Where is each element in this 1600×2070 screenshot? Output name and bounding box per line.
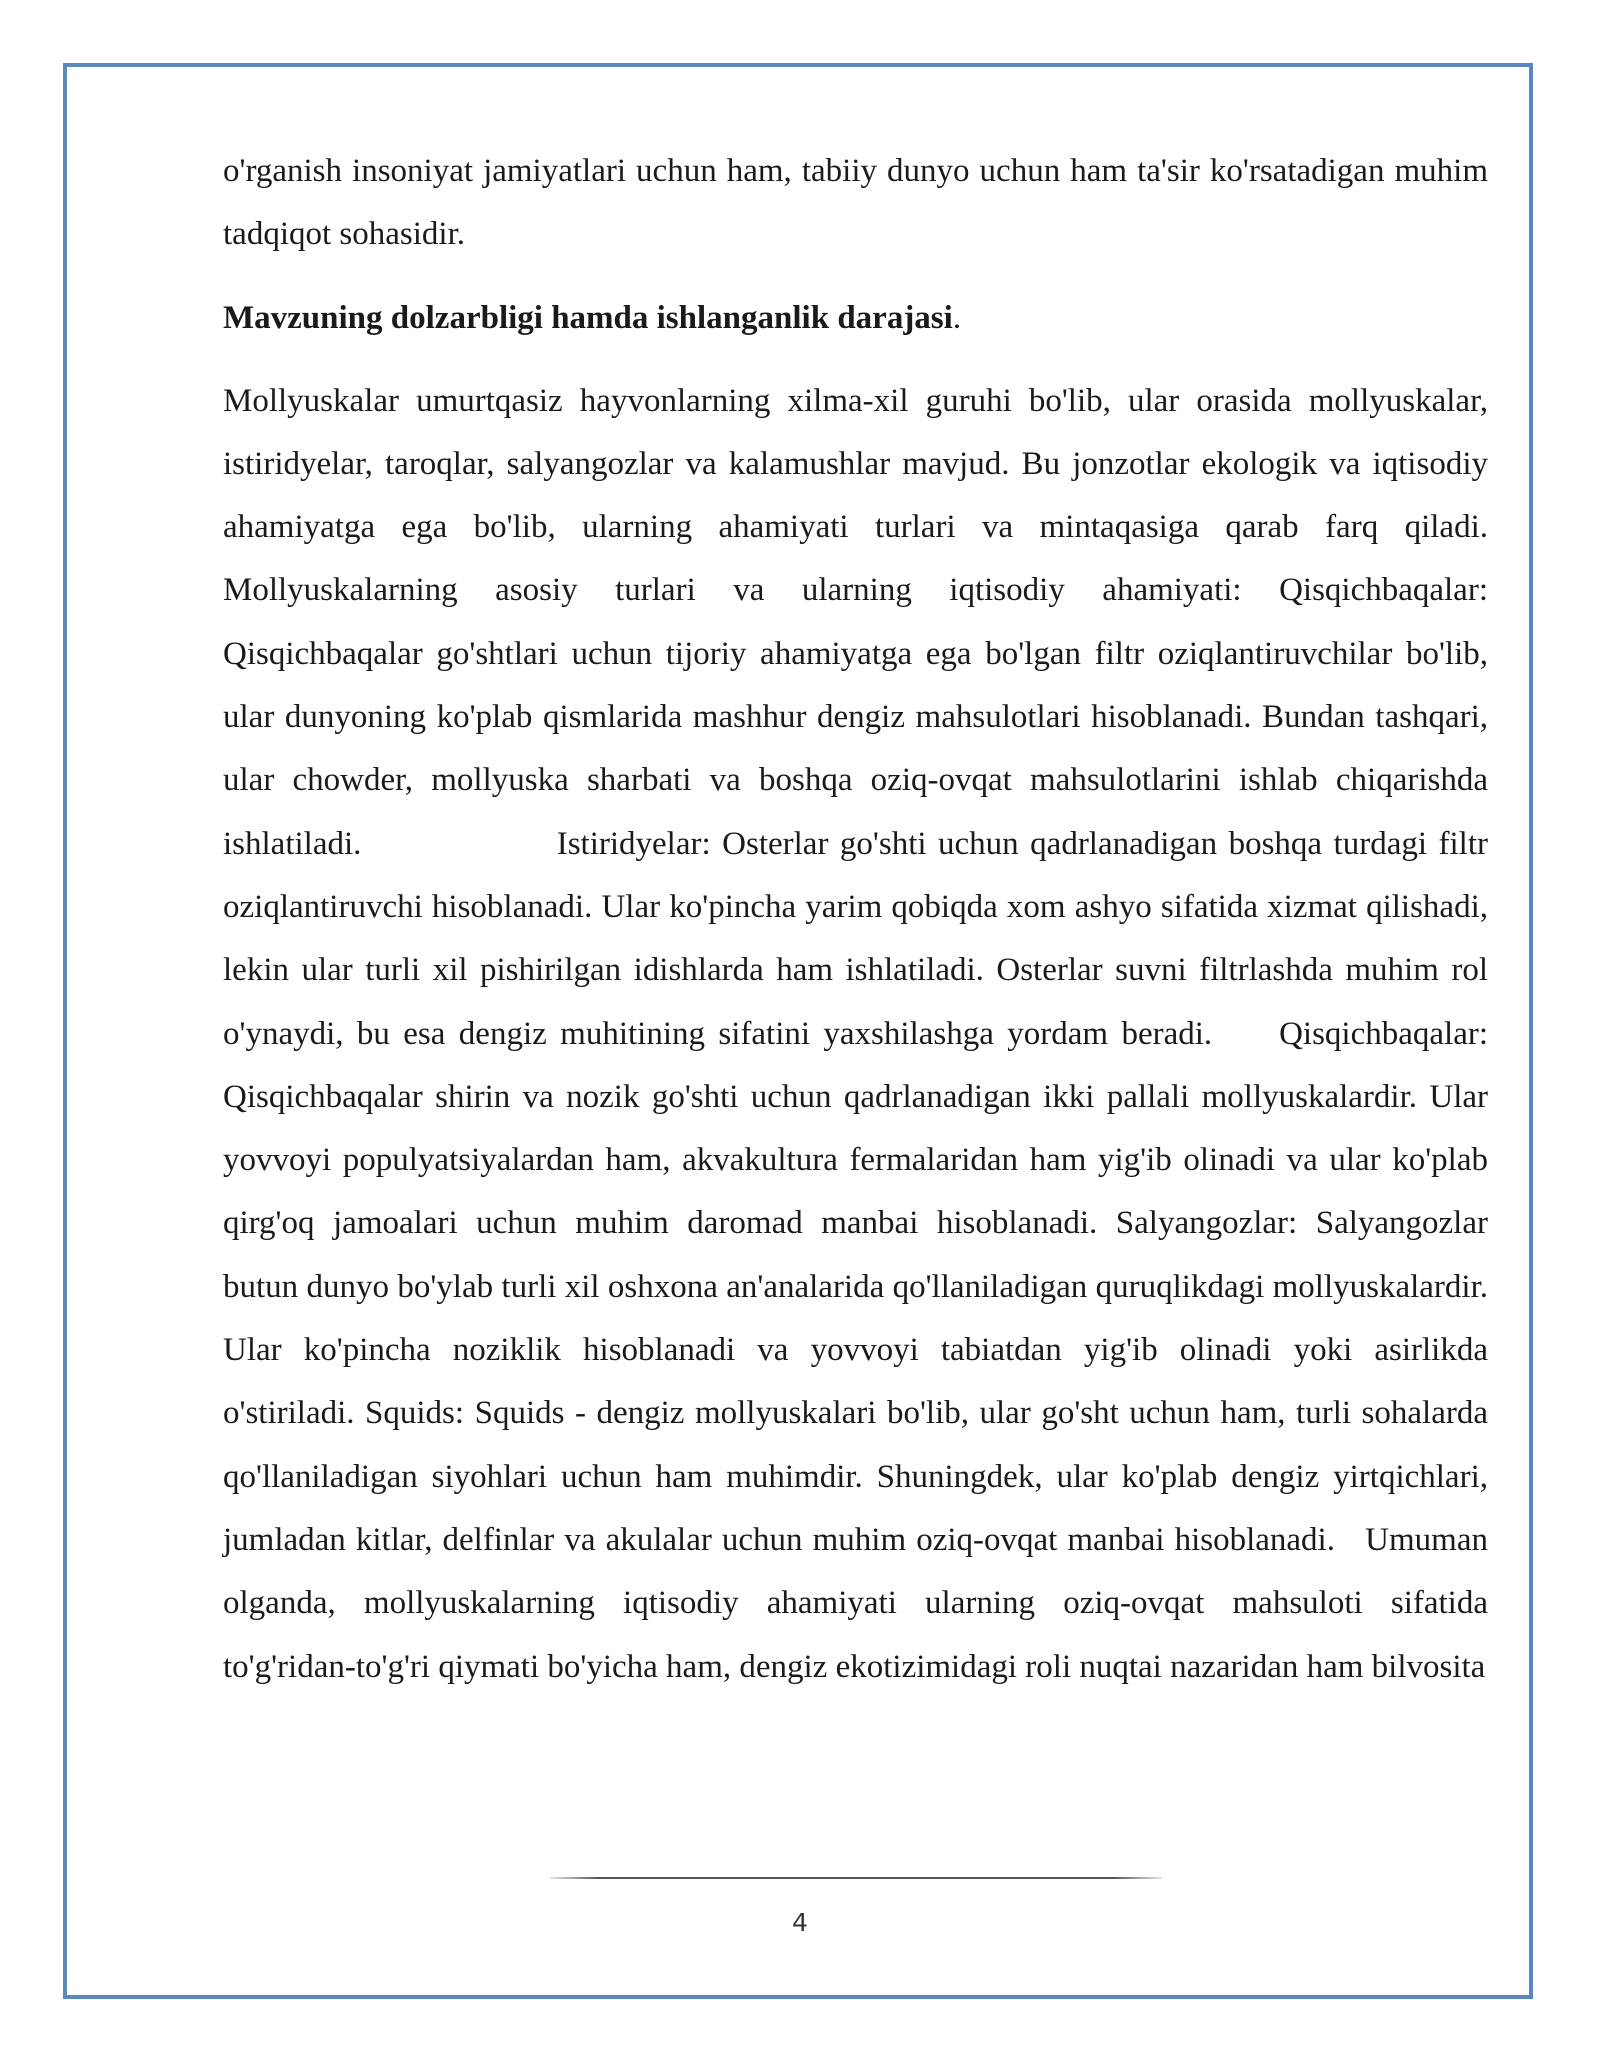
section-heading-text: Mavzuning dolzarbligi hamda ishlanganlik darajasi bbox=[223, 299, 953, 336]
footer-divider bbox=[550, 1877, 1162, 1879]
page-number: 4 bbox=[792, 1908, 808, 1937]
intro-paragraph: o'rganish insoniyat jamiyatlari uchun ham, tabiiy dunyo uchun ham ta'sir ko'rsatadigan muhim tadqiqot sohasidir. bbox=[223, 153, 1488, 253]
section-heading bbox=[223, 287, 1488, 350]
document-body bbox=[223, 140, 1497, 1699]
section-heading-punct: . bbox=[952, 299, 962, 336]
body-paragraph: Mollyuskalar umurtqasiz hayvonlarning xilma-xil guruhi bo'lib, ular orasida mollyuskalar, istiridyelar, taroqlar, salyangozlar va kalamushlar mavjud. Bu jonzotlar ekologik va iqtisodiy ahamiyatga ega bo'lib, ularning ahamiyati turlari va mintaqasiga qarab farq qiladi. Mollyuskalarning asosiy turlari va ularning iqtisodiy ahamiyati: Qisqichbaqalar: Qisqichbaqalar go'shtlari uchun tijoriy ahamiyatga ega bo'lgan filtr oziqlantiruvchilar bo'lib, ular dunyoning ko'plab qismlarida mashhur dengiz mahsulotlari hisoblanadi. Bundan tashqari, ular chowder, mollyuska sharbati va boshqa oziq-ovqat mahsulotlarini ishlab chiqarishda ishlatiladi. Istiridyelar: Osterlar go'shti uchun qadrlanadigan boshqa turdagi filtr oziqlantiruvchi hisoblanadi. Ular ko'pincha yarim qobiqda xom ashyo sifatida xizmat qilishadi, lekin ular turli xil pishirilgan idishlarda ham ishlatiladi. Osterlar suvni filtrlashda muhim rol o'ynaydi, bu esa dengiz muhitining sifatini yaxshilashga yordam beradi. Qisqichbaqalar: Qisqichbaqalar shirin va nozik go'shti uchun qadrlanadigan ikki pallali mollyuskalardir. Ular yovvoyi populyatsiyalardan ham, akvakultura fermalaridan ham yig'ib olinadi va ular ko'plab qirg'oq jamoalari uchun muhim daromad manbai hisoblanadi. Salyangozlar: Salyangozlar butun dunyo bo'ylab turli xil oshxona an'analarida qo'llaniladigan quruqlikdagi mollyuskalardir. Ular ko'pincha noziklik hisoblanadi va yovvoyi tabiatdan yig'ib olinadi yoki asirlikda o'stiriladi. Squids: Squids - dengiz mollyuskalari bo'lib, ular go'sht uchun ham, turli sohalarda qo'llaniladigan siyohlari uchun ham muhimdir. Shuningdek, ular ko'plab dengiz yirtqichlari, jumladan kitlar, delfinlar va akulalar uchun muhim oziq-ovqat manbai hisoblanadi. Umuman olganda, mollyuskalarning iqtisodiy ahamiyati ularning oziq-ovqat mahsuloti sifatida to'g'ridan-to'g'ri qiymati bo'yicha ham, dengiz ekotizimidagi roli nuqtai nazaridan ham bilvosita bbox=[223, 382, 1497, 1685]
